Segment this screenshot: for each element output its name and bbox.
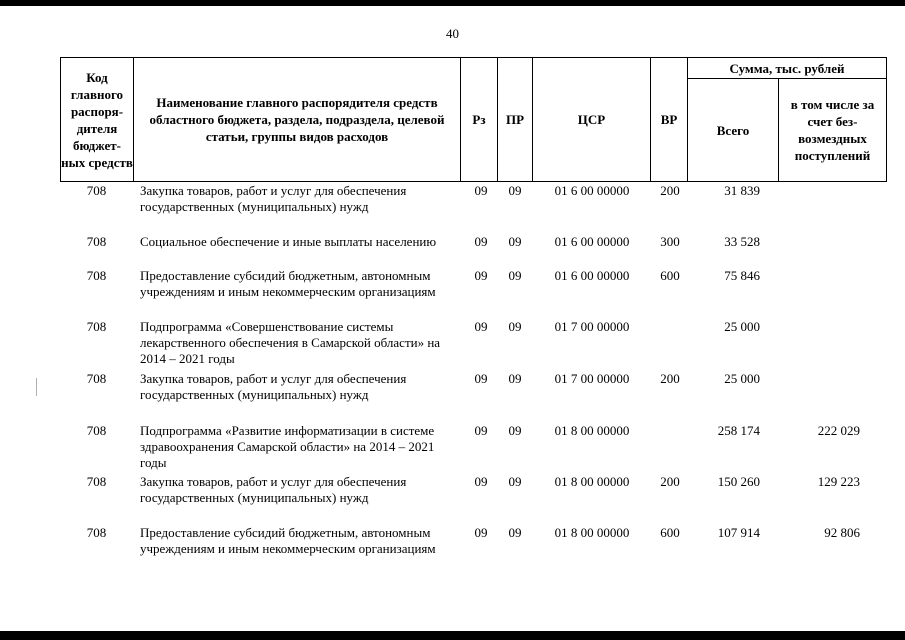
cell-rz: 09 — [474, 234, 488, 249]
cell-csr: 01 7 00 00000 — [554, 319, 630, 334]
page-number: 40 — [446, 26, 459, 41]
cell-code: 708 — [86, 319, 107, 334]
header-total: Всего — [716, 122, 750, 138]
header-rz: Рз — [472, 112, 486, 127]
cell-rz: 09 — [474, 268, 488, 283]
cell-csr: 01 6 00 00000 — [554, 183, 630, 198]
cell-vr: 200 — [660, 474, 680, 489]
cell-pr: 09 — [508, 525, 522, 540]
cell-csr: 01 6 00 00000 — [554, 268, 630, 283]
cell-rz: 09 — [474, 319, 488, 334]
scan-border-top — [0, 0, 905, 6]
cell-code: 708 — [86, 525, 107, 540]
cell-name: Подпрограмма «Развитие информатизации в системе здравоохранения Самарской области» на 2014 – 2021 годы — [140, 423, 435, 470]
cell-vr: 600 — [660, 525, 680, 540]
scan-speck — [36, 378, 37, 396]
header-sum: Сумма, тыс. рублей — [729, 60, 845, 76]
cell-code: 708 — [86, 268, 107, 283]
cell-csr: 01 7 00 00000 — [554, 371, 630, 386]
cell-name: Социальное обеспечение и иные выплаты населению — [140, 234, 437, 249]
cell-total: 258 174 — [717, 423, 760, 438]
header-csr: ЦСР — [577, 112, 606, 127]
cell-code: 708 — [86, 371, 107, 386]
cell-name: Предоставление субсидий бюджетным, автономным учреждениям и иным некоммерческим организациям — [140, 268, 436, 299]
cell-code: 708 — [86, 423, 107, 438]
cell-pr: 09 — [508, 319, 522, 334]
cell-free: 92 806 — [824, 525, 860, 540]
cell-total: 33 528 — [724, 234, 760, 249]
cell-pr: 09 — [508, 423, 522, 438]
cell-free: 129 223 — [817, 474, 860, 489]
cell-name: Закупка товаров, работ и услуг для обеспечения государственных (муниципальных) нужд — [140, 183, 407, 214]
cell-pr: 09 — [508, 474, 522, 489]
cell-free: 222 029 — [817, 423, 860, 438]
header-vr: ВР — [660, 112, 678, 127]
header-free: в том числе за счет без-возмездных поступлений — [790, 97, 875, 163]
cell-total: 25 000 — [724, 371, 760, 386]
cell-rz: 09 — [474, 423, 488, 438]
cell-name: Предоставление субсидий бюджетным, автономным учреждениям и иным некоммерческим организациям — [140, 525, 436, 556]
cell-vr: 300 — [660, 234, 680, 249]
cell-vr: 200 — [660, 371, 680, 386]
cell-name: Закупка товаров, работ и услуг для обеспечения государственных (муниципальных) нужд — [140, 474, 407, 505]
cell-total: 25 000 — [724, 319, 760, 334]
cell-vr: 600 — [660, 268, 680, 283]
cell-code: 708 — [86, 474, 107, 489]
header-code: Код главного распоря-дителя бюджет-ных средств — [61, 69, 133, 170]
cell-pr: 09 — [508, 268, 522, 283]
cell-csr: 01 8 00 00000 — [554, 525, 630, 540]
cell-csr: 01 6 00 00000 — [554, 234, 630, 249]
cell-total: 75 846 — [724, 268, 760, 283]
cell-rz: 09 — [474, 371, 488, 386]
header-name: Наименование главного распорядителя средств областного бюджета, раздела, подраздела, целевой статьи, группы видов расходов — [149, 95, 445, 144]
cell-code: 708 — [86, 234, 107, 249]
cell-total: 150 260 — [717, 474, 760, 489]
cell-vr: 200 — [660, 183, 680, 198]
cell-rz: 09 — [474, 183, 488, 198]
cell-csr: 01 8 00 00000 — [554, 423, 630, 438]
cell-total: 107 914 — [717, 525, 760, 540]
cell-code: 708 — [86, 183, 107, 198]
scan-border-bottom — [0, 631, 905, 640]
header-pr: ПР — [505, 112, 525, 127]
cell-pr: 09 — [508, 183, 522, 198]
cell-rz: 09 — [474, 474, 488, 489]
cell-pr: 09 — [508, 234, 522, 249]
cell-pr: 09 — [508, 371, 522, 386]
cell-name: Подпрограмма «Совершенствование системы лекарственного обеспечения в Самарской области» на 2014 – 2021 годы — [140, 319, 441, 366]
cell-csr: 01 8 00 00000 — [554, 474, 630, 489]
cell-rz: 09 — [474, 525, 488, 540]
cell-name: Закупка товаров, работ и услуг для обеспечения государственных (муниципальных) нужд — [140, 371, 407, 402]
cell-total: 31 839 — [724, 183, 760, 198]
